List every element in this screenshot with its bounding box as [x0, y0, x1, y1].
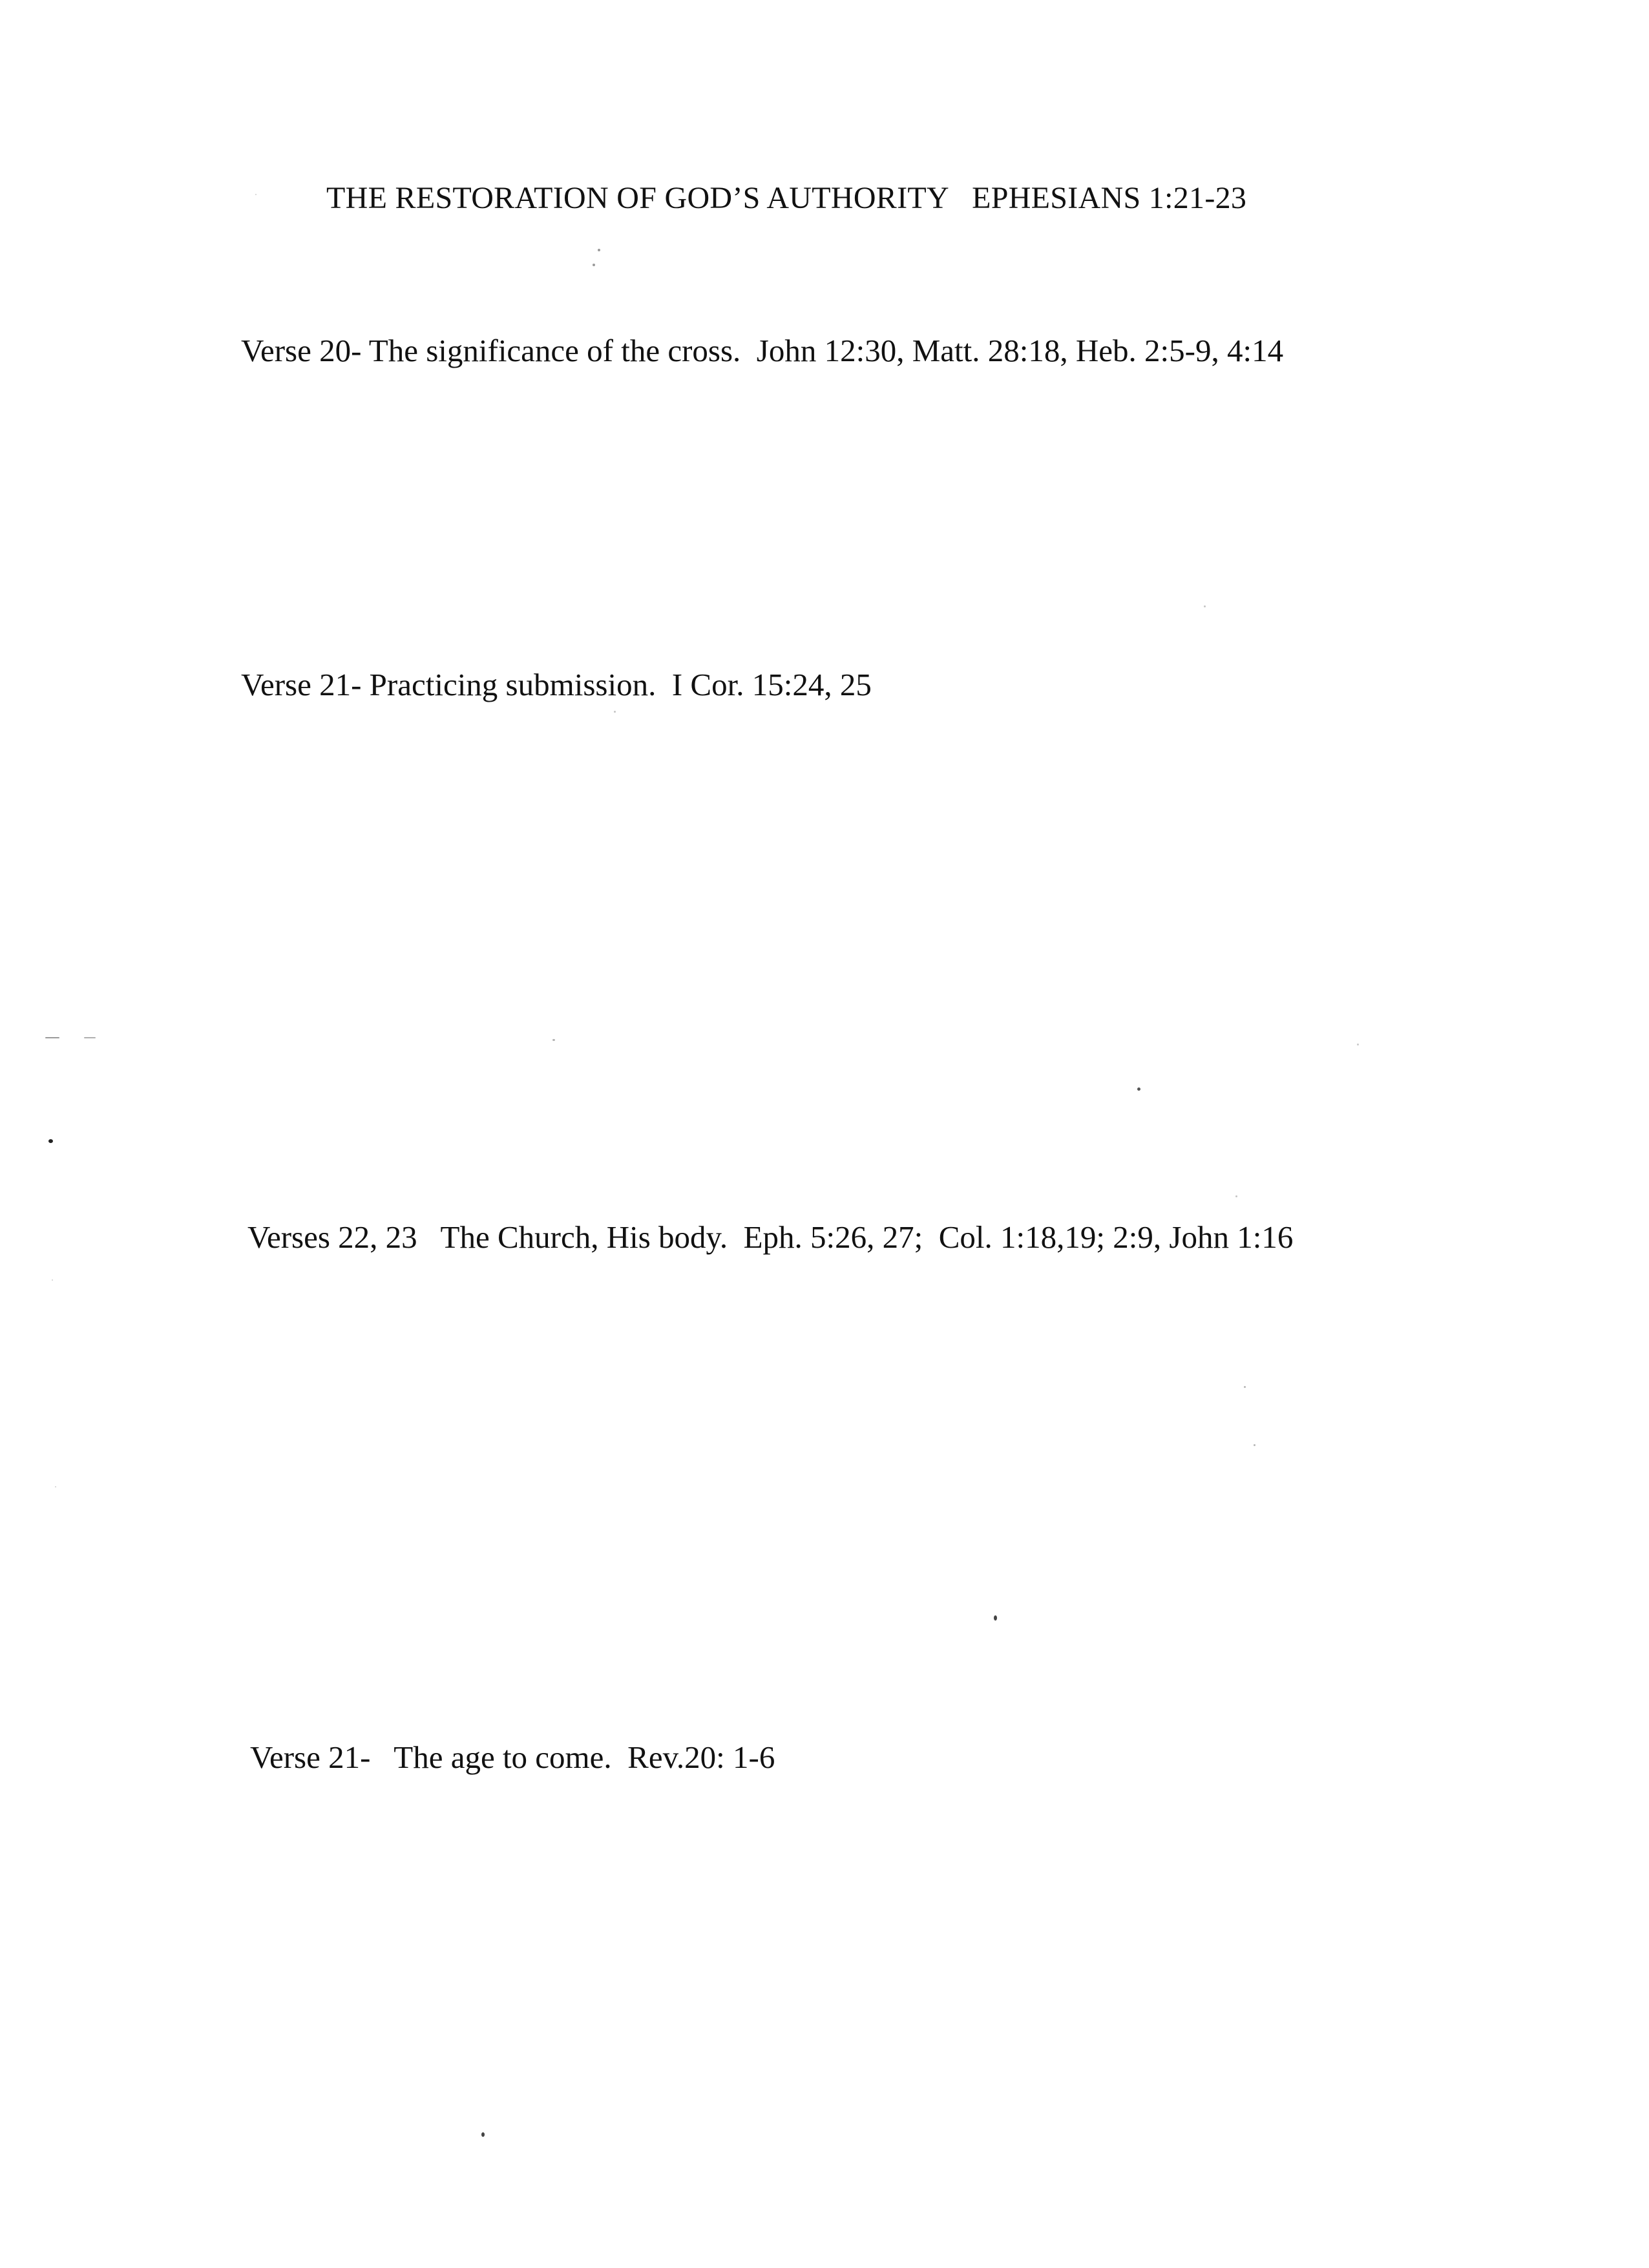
verse-entry: Verses 22, 23 The Church, His body. Eph. 5:26, 27; Col. 1:18,19; 2:9, John 1:16: [247, 1219, 1294, 1255]
scan-speck: [593, 264, 595, 266]
verse-entry: Verse 20- The significance of the cross. John 12:30, Matt. 28:18, Heb. 2:5-9, 4:14: [241, 333, 1284, 368]
scan-speck: [48, 1139, 53, 1143]
verse-entry: Verse 21- The age to come. Rev.20: 1-6: [250, 1739, 775, 1775]
scan-speck: [552, 1039, 555, 1041]
scan-speck: [1137, 1087, 1140, 1091]
scan-speck: [45, 1037, 59, 1038]
verse-entry: Verse 21- Practicing submission. I Cor. 15:24, 25: [241, 667, 872, 702]
scan-speck: [994, 1615, 997, 1621]
scan-speck: [1357, 1044, 1359, 1045]
scan-speck: [84, 1037, 96, 1038]
scan-speck: [55, 1486, 56, 1487]
scan-speck: [481, 2132, 485, 2137]
scan-speck: [52, 1279, 53, 1281]
scan-speck: [614, 711, 616, 713]
scan-speck: [1235, 1195, 1237, 1197]
page-title: THE RESTORATION OF GOD’S AUTHORITY EPHESIANS 1:21-23: [326, 181, 1247, 215]
scan-speck: [1204, 605, 1206, 607]
scan-speck: [598, 249, 600, 251]
scan-speck: [255, 194, 257, 195]
scan-speck: [1254, 1444, 1255, 1446]
scan-speck: [1244, 1386, 1246, 1388]
